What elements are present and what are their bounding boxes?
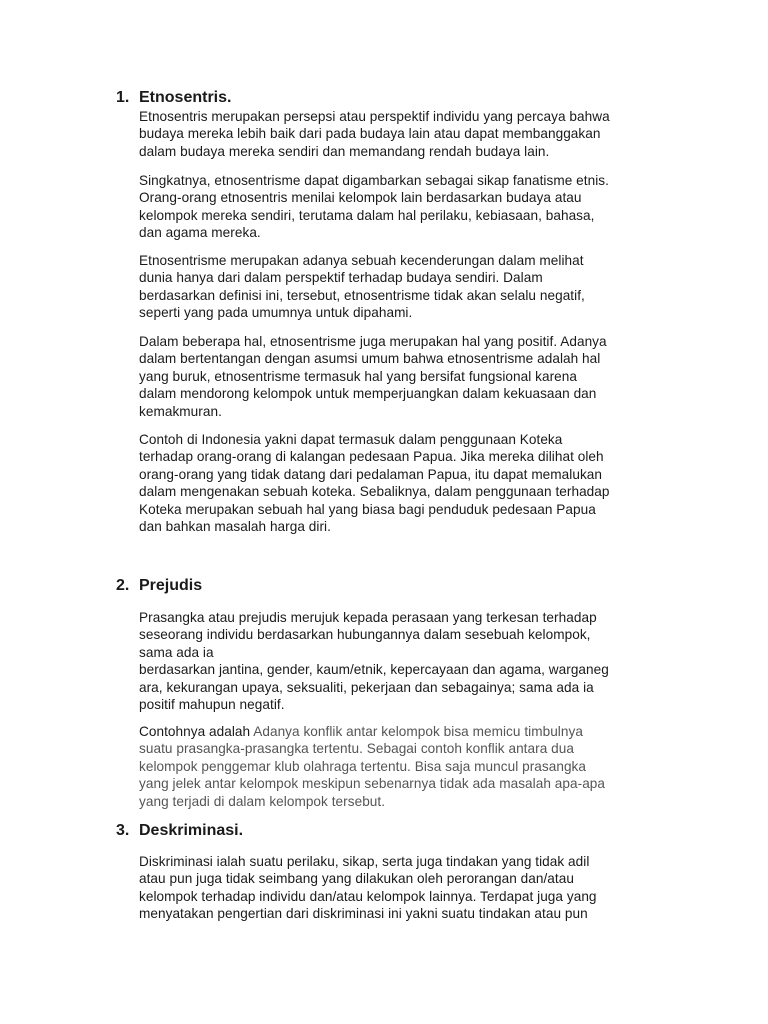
section-heading bbox=[0, 819, 768, 843]
paragraph: Singkatnya, etnosentrisme dapat digambarkan sebagai sikap fanatisme etnis. Orang-orang etnosentris menilai kelompok lain berdasarkan budaya atau kelompok mereka sendiri, terutama dalam hal perilaku, kebiasaan, bahasa, dan agama mereka. bbox=[139, 173, 609, 241]
paragraph: Contoh di Indonesia yakni dapat termasuk dalam penggunaan Koteka terhadap orang-orang di kalangan pedesaan Papua. Jika mereka dilihat oleh orang-orang yang tidak datang dari pedalaman Papua, itu dapat memalukan dalam mengenakan sebuah koteka. Sebaliknya, dalam penggunaan terhadap Koteka merupakan sebuah hal yang biasa bagi penduduk pedesaan Papua dan bahkan masalah harga diri. bbox=[139, 432, 610, 535]
paragraph: Etnosentris merupakan persepsi atau perspektif individu yang percaya bahwa budaya mereka lebih baik dari pada budaya lain atau dapat membanggakan dalam budaya mereka sendiri dan memandang rendah budaya lain. bbox=[139, 109, 610, 159]
section-etnosentris bbox=[0, 86, 768, 535]
paragraph: Diskriminasi ialah suatu perilaku, sikap, serta juga tindakan yang tidak adil atau pun juga tidak seimbang yang dilakukan oleh perorangan dan/atau kelompok terhadap individu dan/atau kelompok lainnya. Terdapat juga yang menyatakan pengertian dari diskriminasi ini yakni suatu tindakan atau pun bbox=[139, 854, 597, 922]
section-title: Prejudis bbox=[139, 577, 203, 594]
section-deskriminasi bbox=[0, 819, 768, 922]
section-heading bbox=[0, 574, 768, 598]
paragraph: Prasangka atau prejudis merujuk kepada perasaan yang terkesan terhadap seseorang individu berdasarkan hubungannya dalam sesebuah kelompok, sama ada ia berdasarkan jantina, gender, kaum/etnik, kepercayaan dan agama, warganeg ara, kekurangan upaya, seksualiti, pekerjaan dan sebagainya; sama ada ia positif mahupun negatif. bbox=[139, 610, 609, 713]
section-prejudis bbox=[0, 574, 768, 809]
section-title: Deskriminasi. bbox=[139, 822, 244, 839]
paragraph: Etnosentrisme merupakan adanya sebuah kecenderungan dalam melihat dunia hanya dari dalam perspektif terhadap budaya sendiri. Dalam berdasarkan definisi ini, tersebut, etnosentrisme tidak akan selalu negatif, seperti yang pada umumnya untuk dipahami. bbox=[139, 253, 585, 321]
section-number: 2. bbox=[116, 577, 130, 594]
section-heading bbox=[0, 86, 768, 110]
example-paragraph bbox=[139, 723, 699, 810]
section-number: 1. bbox=[116, 89, 130, 106]
section-title: Etnosentris. bbox=[139, 89, 232, 106]
section-number: 3. bbox=[116, 822, 130, 839]
example-lead: Contohnya adalah bbox=[139, 724, 251, 739]
example-text: Adanya konflik antar kelompok bisa memicu timbulnya suatu prasangka-prasangka tertentu. Sebagai contoh konflik antara dua kelompok penggemar klub olahraga tertentu. Bisa saja muncul prasangka yang jelek antar kelompok meskipun sebenarnya tidak ada masalah apa-apa yang terjadi di dalam kelompok tersebut. bbox=[139, 724, 606, 809]
paragraph: Dalam beberapa hal, etnosentrisme juga merupakan hal yang positif. Adanya dalam bertentangan dengan asumsi umum bahwa etnosentrisme adalah hal yang buruk, etnosentrisme termasuk hal yang bersifat fungsional karena dalam mendorong kelompok untuk memperjuangkan dalam kekuasaan dan kemakmuran. bbox=[139, 334, 607, 419]
